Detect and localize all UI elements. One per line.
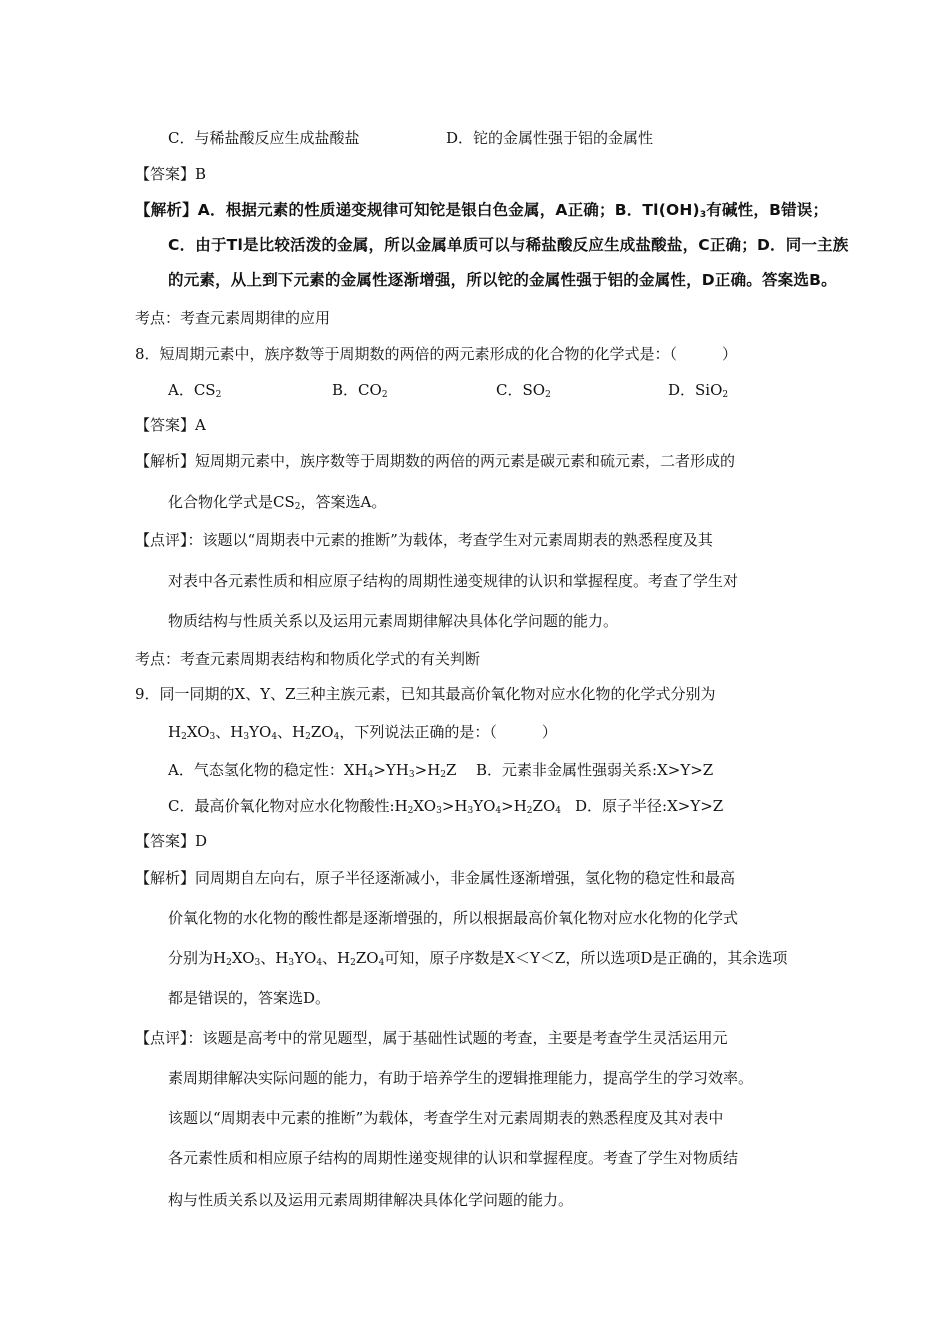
q9-option-a <box>168 760 456 780</box>
text-fragment: XO <box>231 949 255 967</box>
q9-analysis-line-1: 【解析】同周期自左向右，原子半径逐渐减小，非金属性逐渐增强，氢化物的稳定性和最高 <box>135 869 736 887</box>
q9-analysis-line-4: 都是错误的，答案选D。 <box>168 989 331 1007</box>
text-fragment: H <box>168 723 182 741</box>
subscript: 4 <box>378 958 385 968</box>
subscript: 3 <box>243 732 250 742</box>
q7-answer: 【答案】B <box>135 165 207 183</box>
q7-option-d: D．铊的金属性强于铝的金属性 <box>446 129 654 147</box>
q8-kaodian: 考点：考查元素周期表结构和物质化学式的有关判断 <box>135 650 481 668</box>
q9-comment-line-3: 该题以“周期表中元素的推断”为载体，考查学生对元素周期表的熟悉程度及其对表中 <box>168 1109 724 1127</box>
q9-option-d: D．原子半径:X>Y>Z <box>575 797 724 815</box>
q8-analysis-line-2: 化合物化学式是$CS_2$，答案选A。 <box>168 493 387 512</box>
text-fragment: ZO <box>355 949 379 967</box>
q9-answer: 【答案】D <box>135 832 208 850</box>
q9-comment-line-4: 各元素性质和相应原子结构的周期性递变规律的认识和掌握程度。考查了学生对物质结 <box>168 1149 739 1167</box>
subscript: 3 <box>254 958 261 968</box>
q9-analysis-line-2: 价氧化物的水化物的酸性都是逐渐增强的，所以根据最高价氧化物对应水化物的化学式 <box>168 909 739 927</box>
subscript: 2 <box>350 958 356 968</box>
text-fragment: >H <box>501 797 527 815</box>
q8-analysis-line-1: 【解析】短周期元素中，族序数等于周期数的两倍的两元素是碳元素和硫元素，二者形成的 <box>135 452 736 470</box>
q8-options <box>168 380 868 400</box>
q9-analysis-line-3 <box>168 948 787 968</box>
subscript: 2 <box>181 732 187 742</box>
q7-kaodian: 考点：考查元素周期律的应用 <box>135 309 331 327</box>
subscript: 2 <box>440 770 447 780</box>
text-fragment: A．气态氢化物的稳定性：XH <box>168 761 368 779</box>
subscript: 3 <box>209 732 216 742</box>
q8-answer: 【答案】A <box>135 416 206 434</box>
subscript: 4 <box>316 958 323 968</box>
q8-stem: 8．短周期元素中，族序数等于周期数的两倍的两元素形成的化合物的化学式是：（ ） <box>135 345 738 363</box>
text-fragment: YO <box>249 723 272 741</box>
q9-option-b: B．元素非金属性强弱关系:X>Y>Z <box>476 761 714 779</box>
subscript: 3 <box>467 806 474 816</box>
text-fragment: XO <box>413 797 437 815</box>
subscript: 2 <box>305 732 311 742</box>
q7-option-row <box>168 128 359 148</box>
q8-comment-line-1: 【点评】：该题以“周期表中元素的推断”为载体，考查学生对元素周期表的熟悉程度及其 <box>135 531 713 549</box>
text-fragment: 、H <box>277 723 306 741</box>
subscript: 2 <box>407 806 414 816</box>
q9-stem-line-2 <box>168 722 557 742</box>
text-fragment: YO <box>473 797 496 815</box>
q8-option-d: D．SiO$_2$ <box>668 381 729 400</box>
subscript: 4 <box>271 732 278 742</box>
subscript: 2 <box>526 806 533 816</box>
subscript: 4 <box>333 732 340 742</box>
q9-option-c <box>168 796 561 816</box>
text-fragment: YO <box>294 949 317 967</box>
text-fragment: Z <box>446 761 457 779</box>
q8-option-c: C．$SO_2$ <box>496 381 551 400</box>
text-fragment: 分别为H <box>168 949 227 967</box>
subscript: 4 <box>495 806 502 816</box>
text-fragment: 、H <box>215 723 244 741</box>
q8-option-b: B．$CO_2$ <box>332 381 388 400</box>
q8-comment-line-2: 对表中各元素性质和相应原子结构的周期性递变规律的认识和掌握程度。考查了学生对 <box>168 572 739 590</box>
q7-option-row-d <box>446 128 653 148</box>
q7-analysis-line-2: C．由于Tl是比较活泼的金属，所以金属单质可以与稀盐酸反应生成盐酸盐，C正确；D．同一主族 <box>168 236 849 254</box>
text-fragment: 、H <box>322 949 351 967</box>
q9-comment-line-1: 【点评】：该题是高考中的常见题型，属于基础性试题的考查，主要是考查学生灵活运用元 <box>135 1029 728 1047</box>
q7-option-c: C．与稀盐酸反应生成盐酸盐 <box>168 129 360 147</box>
text-fragment: XO <box>186 723 210 741</box>
subscript: 3 <box>288 958 295 968</box>
text-fragment: ZO <box>310 723 334 741</box>
q8-option-a: A．$CS_2$ <box>168 381 222 400</box>
q9-comment-line-5: 构与性质关系以及运用元素周期律解决具体化学问题的能力。 <box>168 1191 574 1209</box>
q7-analysis-line-1: 【解析】A．根据元素的性质递变规律可知铊是银白色金属，A正确；B．$Tl(OH)_3$有碱性，B错误； <box>135 201 829 220</box>
subscript: 3 <box>408 770 415 780</box>
text-fragment: C．最高价氧化物对应水化物酸性:H <box>168 797 408 815</box>
text-fragment: >H <box>414 761 441 779</box>
subscript: 4 <box>367 770 374 780</box>
text-fragment: >H <box>441 797 468 815</box>
text-fragment: ，下列说法正确的是：（ ） <box>339 723 557 741</box>
subscript: 3 <box>436 806 442 816</box>
q9-comment-line-2: 素周期律解决实际问题的能力，有助于培养学生的逻辑推理能力，提高学生的学习效率。 <box>168 1069 754 1087</box>
text-fragment: 、H <box>260 949 289 967</box>
q8-comment-line-3: 物质结构与性质关系以及运用元素周期律解决具体化学问题的能力。 <box>168 612 619 630</box>
subscript: 2 <box>226 958 232 968</box>
text-fragment: ZO <box>532 797 556 815</box>
text-fragment: 可知，原子序数是X＜Y＜Z，所以选项D是正确的，其余选项 <box>384 949 788 967</box>
q7-analysis-line-3: 的元素，从上到下元素的金属性逐渐增强，所以铊的金属性强于铝的金属性，D正确。答案选B。 <box>168 271 837 289</box>
q9-stem-line-1: 9．同一同期的X、Y、Z三种主族元素，已知其最高价氧化物对应水化物的化学式分别为 <box>135 685 716 703</box>
subscript: 4 <box>555 806 561 816</box>
text-fragment: >YH <box>373 761 409 779</box>
